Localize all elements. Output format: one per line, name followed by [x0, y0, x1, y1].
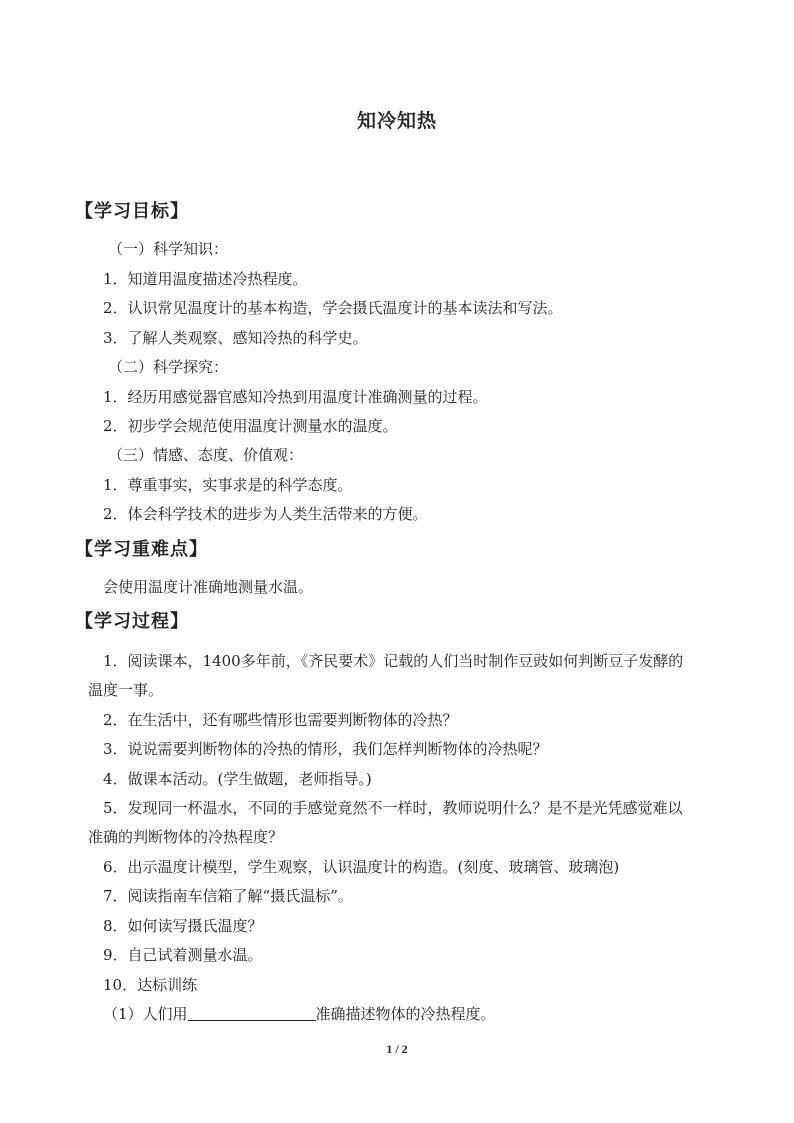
process-line: 5．发现同一杯温水，不同的手感觉竟然不一样时，教师说明什么？是不是光凭感觉难以: [103, 799, 683, 817]
goal-line: （二）科学探究：: [108, 358, 229, 376]
process-line: 9．自己试着测量水温。: [103, 946, 263, 964]
process-line: 1．阅读课本，1400多年前，《齐民要术》记载的人们当时制作豆豉如何判断豆子发酵的: [103, 652, 684, 670]
goal-line: 1．尊重事实，实事求是的科学态度。: [103, 476, 353, 494]
exercise-prefix: （1）人们用: [103, 1005, 188, 1023]
keypoints-text: 会使用温度计准确地测量水温。: [103, 578, 314, 596]
process-line: 温度一事。: [88, 681, 164, 699]
goal-line: 2．认识常见温度计的基本构造，学会摄氏温度计的基本读法和写法。: [103, 299, 563, 317]
document-title: 知冷知热: [356, 110, 437, 132]
process-line: 2．在生活中，还有哪些情形也需要判断物体的冷热？: [103, 711, 458, 729]
process-line: 4．做课本活动。(学生做题，老师指导。): [103, 770, 372, 788]
goal-line: 2．初步学会规范使用温度计测量水的温度。: [103, 417, 398, 435]
goal-line: 1．知道用温度描述冷热程度。: [103, 270, 308, 288]
goal-line: （一）科学知识：: [108, 240, 229, 258]
section-heading-process: 【学习过程】: [75, 611, 189, 632]
section-heading-keypoints: 【学习重难点】: [75, 539, 208, 560]
page-number: 1 / 2: [386, 1042, 408, 1056]
process-line: 3．说说需要判断物体的冷热的情形，我们怎样判断物体的冷热呢？: [103, 740, 548, 758]
exercise-suffix: 准确描述物体的冷热程度。: [315, 1005, 496, 1023]
process-line: 准确的判断物体的冷热程度？: [88, 828, 284, 846]
process-line: 6．出示温度计模型，学生观察，认识温度计的构造。(刻度、玻璃管、玻璃泡): [103, 858, 620, 876]
process-line: 10．达标训练: [103, 976, 198, 994]
process-line: 8．如何读写摄氏温度？: [103, 917, 263, 935]
goal-line: 2．体会科学技术的进步为人类生活带来的方便。: [103, 505, 428, 523]
fill-in-blank[interactable]: [188, 1005, 316, 1021]
process-line: 7．阅读指南车信箱了解“摄氏温标”。: [103, 887, 353, 905]
section-heading-goals: 【学习目标】: [75, 201, 189, 222]
goal-line: （三）情感、态度、价值观：: [108, 446, 304, 464]
goal-line: 1．经历用感觉器官感知冷热到用温度计准确测量的过程。: [103, 388, 488, 406]
goal-line: 3．了解人类观察、感知冷热的科学史。: [103, 329, 368, 347]
exercise-line: [103, 1003, 496, 1024]
